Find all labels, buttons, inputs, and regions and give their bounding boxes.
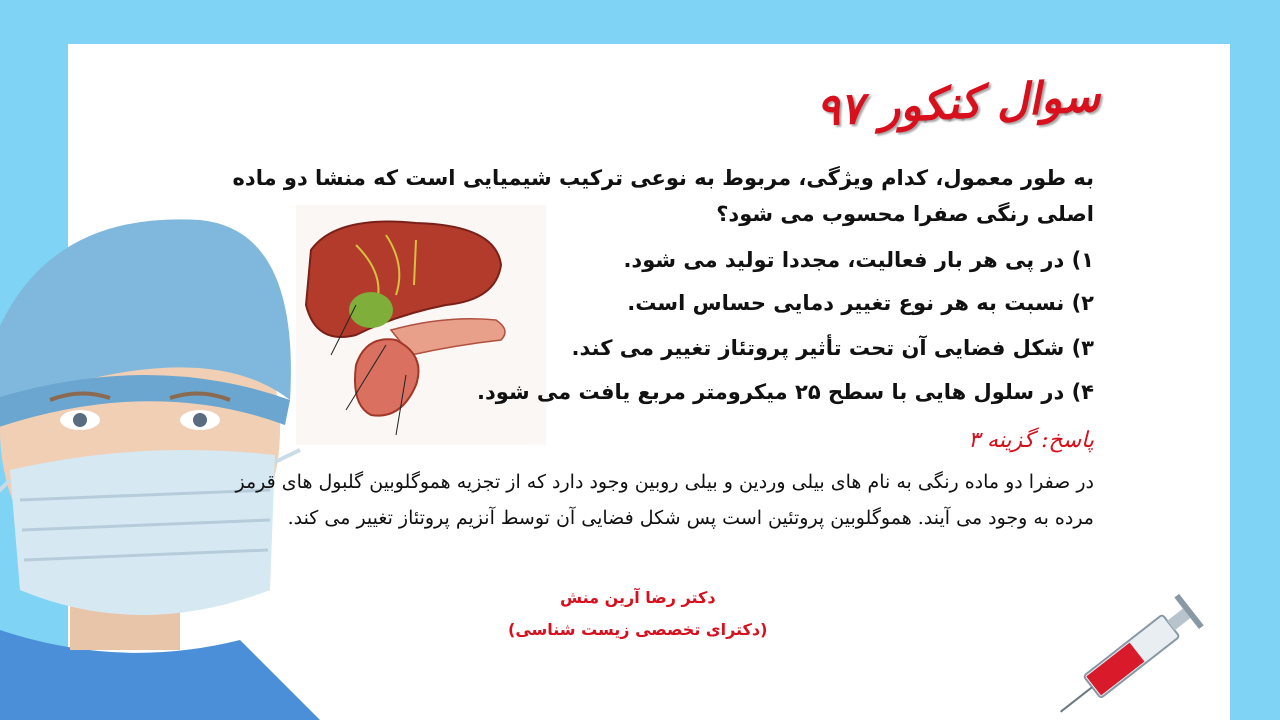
signature-title: (دکترای تخصصی زیست شناسی) [508, 620, 768, 639]
doctor-illustration [0, 200, 320, 720]
answer-heading: پاسخ: گزینه ۳ [968, 428, 1094, 453]
option-1: ۱) در پی هر بار فعالیت، مجددا تولید می شود. [623, 248, 1094, 272]
option-2: ۲) نسبت به هر نوع تغییر دمایی حساس است. [627, 291, 1094, 315]
answer-text: در صفرا دو ماده رنگی به نام های بیلی وردین و بیلی روبین وجود دارد که از تجزیه هموگلوبین گلبول های قرمز مرده به وجود می آیند. هموگلوبین پروتئین است پس شکل فضایی آن توسط آنزیم پروتئاز تغییر می کند. [235, 471, 1094, 529]
question-text: به طور معمول، کدام ویژگی، مربوط به نوعی ترکیب شیمیایی است که منشا دو ماده اصلی رنگی صفرا محسوب می شود؟ [232, 166, 1094, 226]
syringe-illustration [1060, 586, 1220, 716]
page-title: سوال کنکور ۹۷ [814, 70, 1102, 137]
liver-pancreas-illustration [296, 205, 546, 445]
option-4: ۴) در سلول هایی با سطح ۲۵ میکرومتر مربع یافت می شود. [477, 380, 1094, 404]
signature-name: دکتر رضا آرین منش [560, 588, 716, 607]
option-3: ۳) شکل فضایی آن تحت تأثیر پروتئاز تغییر می کند. [571, 336, 1094, 360]
